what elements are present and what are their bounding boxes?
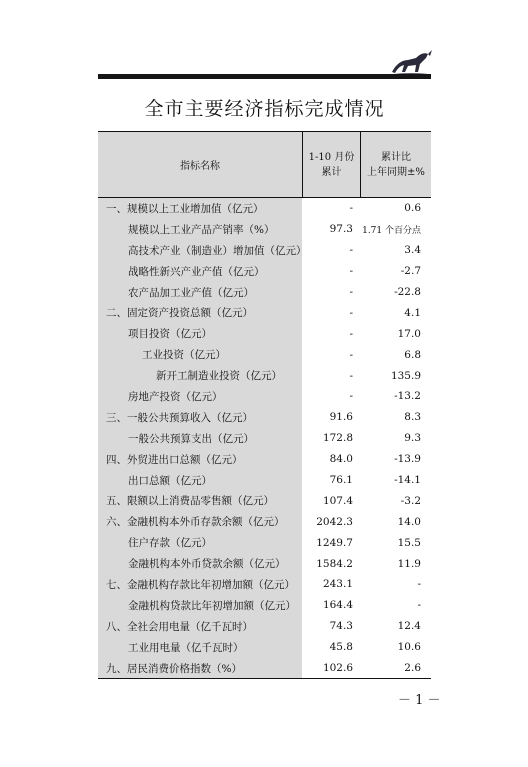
- indicator-name: 六、金融机构本外币存款余额（亿元）: [98, 511, 302, 532]
- cumulative-value: 172.8: [322, 432, 353, 445]
- growth-value: 3.4: [404, 244, 421, 257]
- indicator-name: 高技术产业（制造业）增加值（亿元）: [98, 240, 302, 261]
- table-row: [98, 198, 431, 219]
- growth-value: -: [417, 599, 421, 612]
- table-row: [98, 470, 431, 491]
- indicator-name: 农产品加工业产值（亿元）: [98, 282, 302, 303]
- cumulative-value: 243.1: [322, 578, 353, 591]
- cumulative-value: -: [349, 286, 353, 298]
- col-growth-line2: 上年同期±%: [367, 166, 425, 178]
- cumulative-value: -: [349, 202, 353, 215]
- cumulative-value: 102.6: [322, 662, 353, 675]
- table-row: [98, 407, 431, 428]
- cumulative-value: 1249.7: [316, 536, 353, 549]
- page-title: 全市主要经济指标完成情况: [144, 98, 385, 120]
- growth-value: 17.0: [397, 327, 421, 340]
- cumulative-value: -: [349, 265, 353, 278]
- indicator-name: 项目投资（亿元）: [98, 323, 302, 344]
- cumulative-value: 164.4: [322, 599, 353, 612]
- growth-value: 6.8: [404, 348, 421, 361]
- cumulative-value: -: [349, 390, 353, 403]
- col-cumulative-line2: 累计: [321, 166, 342, 178]
- growth-value: 0.6: [404, 202, 421, 215]
- table-row: [98, 344, 431, 365]
- cumulative-value: -: [349, 348, 353, 361]
- growth-value: -2.7: [400, 265, 421, 278]
- table-header: [98, 132, 431, 198]
- table-row: [98, 240, 431, 261]
- indicator-name: 八、全社会用电量（亿千瓦时）: [98, 616, 302, 637]
- growth-value: 12.4: [397, 620, 421, 633]
- indicator-name: 一、规模以上工业增加值（亿元）: [98, 198, 302, 219]
- indicator-name: 一般公共预算支出（亿元）: [98, 428, 302, 449]
- cumulative-value: 76.1: [329, 474, 353, 487]
- cumulative-value: 84.0: [329, 453, 353, 466]
- growth-value: 10.6: [397, 641, 421, 654]
- table-row: [98, 428, 431, 449]
- indicator-name: 出口总额（亿元）: [98, 470, 302, 491]
- table-row: [98, 490, 431, 511]
- growth-value: 8.3: [404, 411, 421, 424]
- table-row: [98, 574, 431, 595]
- table-row: [98, 261, 431, 282]
- growth-value: -13.9: [394, 453, 421, 466]
- indicator-name: 房地产投资（亿元）: [98, 386, 302, 407]
- cumulative-value: 97.3: [329, 223, 353, 236]
- table-body: [98, 198, 431, 678]
- cumulative-value: 45.8: [329, 641, 353, 654]
- indicator-name: 工业用电量（亿千瓦时）: [98, 637, 302, 658]
- table-row: [98, 658, 431, 679]
- growth-value: -22.8: [394, 286, 421, 298]
- header-rule: [98, 74, 431, 79]
- indicator-name: 三、一般公共预算收入（亿元）: [98, 407, 302, 428]
- table-row: [98, 386, 431, 407]
- col-growth: [360, 132, 431, 197]
- cumulative-value: 74.3: [329, 620, 353, 633]
- growth-value: 2.6: [404, 662, 421, 675]
- col-cumulative-value: [302, 132, 360, 197]
- cumulative-value: 2042.3: [316, 515, 353, 528]
- growth-value: 9.3: [404, 432, 421, 445]
- page-number: － 1 －: [398, 693, 441, 708]
- indicator-name: 战略性新兴产业产值（亿元）: [98, 261, 302, 282]
- growth-value: -14.1: [394, 474, 421, 487]
- growth-value: 11.9: [397, 557, 421, 570]
- table-row: [98, 511, 431, 532]
- table-row: [98, 532, 431, 553]
- table-row: [98, 365, 431, 386]
- table-row: [98, 595, 431, 616]
- cumulative-value: 107.4: [322, 494, 353, 507]
- growth-value: 1.71 个百分点: [362, 225, 421, 236]
- growth-value: -13.2: [394, 390, 421, 403]
- indicator-name: 工业投资（亿元）: [98, 344, 302, 365]
- indicator-name: 金融机构本外币贷款余额（亿元）: [98, 553, 302, 574]
- growth-value: 15.5: [397, 536, 421, 549]
- cumulative-value: -: [349, 306, 353, 319]
- table-row: [98, 553, 431, 574]
- growth-value: 14.0: [397, 515, 421, 528]
- table-row: [98, 449, 431, 470]
- indicator-name: 七、金融机构存款比年初增加额（亿元）: [98, 574, 302, 595]
- growth-value: -3.2: [400, 494, 421, 507]
- indicator-name: 二、固定资产投资总额（亿元）: [98, 302, 302, 323]
- indicator-name: 五、限额以上消费品零售额（亿元）: [98, 490, 302, 511]
- indicator-name: 规模以上工业产品产销率（%）: [98, 219, 302, 240]
- table-row: [98, 637, 431, 658]
- indicator-name: 四、外贸进出口总额（亿元）: [98, 449, 302, 470]
- table-row: [98, 616, 431, 637]
- growth-value: -: [417, 578, 421, 591]
- table-row: [98, 219, 431, 240]
- cumulative-value: -: [349, 369, 353, 382]
- col-cumulative-line1: 1-10 月份: [308, 151, 355, 163]
- col-indicator-name: 指标名称: [180, 161, 220, 172]
- cumulative-value: -: [349, 327, 353, 340]
- table-row: [98, 323, 431, 344]
- table-row: [98, 282, 431, 303]
- indicator-name: 新开工制造业投资（亿元）: [98, 365, 302, 386]
- growth-value: 4.1: [404, 306, 421, 319]
- indicator-name: 九、居民消费价格指数（%）: [98, 658, 302, 679]
- indicator-table: [98, 131, 431, 679]
- cumulative-value: 91.6: [329, 411, 353, 424]
- growth-value: 135.9: [390, 369, 421, 382]
- indicator-name: 金融机构贷款比年初增加额（亿元）: [98, 595, 302, 616]
- cumulative-value: -: [349, 244, 353, 257]
- indicator-name: 住户存款（亿元）: [98, 532, 302, 553]
- table-row: [98, 302, 431, 323]
- cumulative-value: 1584.2: [316, 557, 353, 570]
- col-growth-line1: 累计比: [381, 151, 411, 163]
